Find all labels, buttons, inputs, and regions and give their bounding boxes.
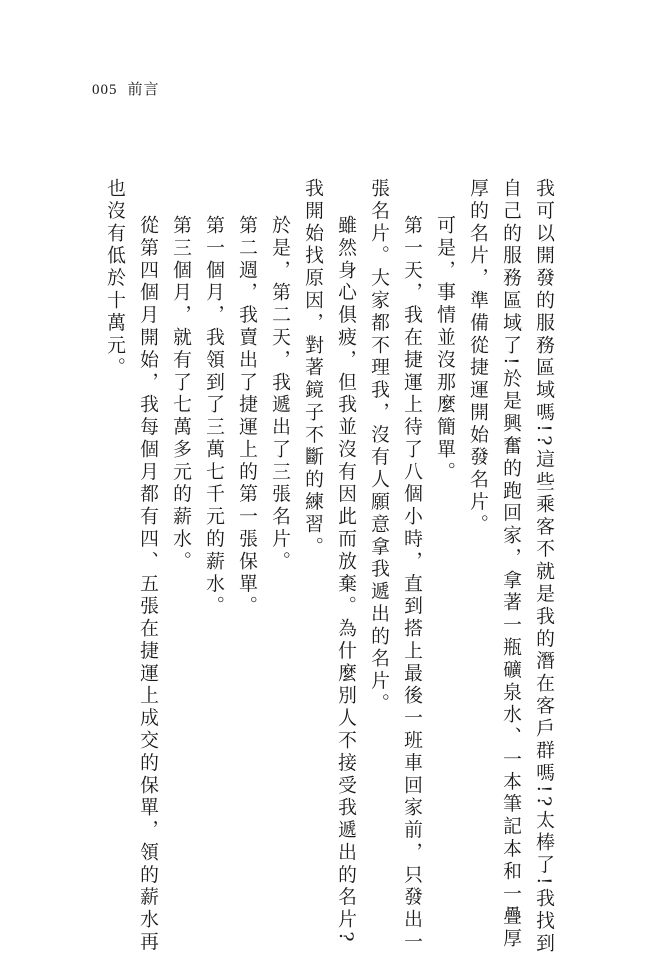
text-column: 可是，事情並沒那麼簡單。	[434, 215, 455, 484]
text-column: 自己的服務區域了!於是興奮的跑回家，拿著一瓶礦泉水、一本筆記本和一疊厚	[500, 178, 521, 951]
text-column: 於是，第二天，我遞出了三張名片。	[269, 215, 290, 574]
text-column: 我開始找原因，對著鏡子不斷的練習。	[302, 178, 323, 559]
text-column: 第一個月，我領到了三萬七千元的薪水。	[203, 215, 224, 619]
text-column: 第三個月，就有了七萬多元的薪水。	[170, 215, 191, 574]
text-column: 張名片。大家都不理我，沒有人願意拿我遞出的名片。	[368, 178, 389, 716]
text-column: 也沒有低於十萬元。	[104, 178, 125, 380]
text-column: 厚的名片，準備從捷運開始發名片。	[467, 178, 488, 537]
text-column: 雖然身心俱疲，但我並沒有因此而放棄。為什麼別人不接受我遞出的名片?	[335, 215, 356, 946]
running-header	[92, 78, 160, 99]
section-title: 前言	[127, 80, 160, 98]
page-number: 005	[92, 82, 118, 98]
text-column: 第二週，我賣出了捷運上的第一張保單。	[236, 215, 257, 619]
text-column: 第一天，我在捷運上待了八個小時，直到搭上最後一班車回家前，只發出一	[401, 215, 422, 954]
text-column: 我可以開發的服務區域嗎!?這些乘客不就是我的潛在客戶群嗎!?太棒了!我找到	[533, 178, 554, 955]
text-column: 從第四個月開始，我每個月都有四、五張在捷運上成交的保單，領的薪水再	[137, 215, 158, 954]
